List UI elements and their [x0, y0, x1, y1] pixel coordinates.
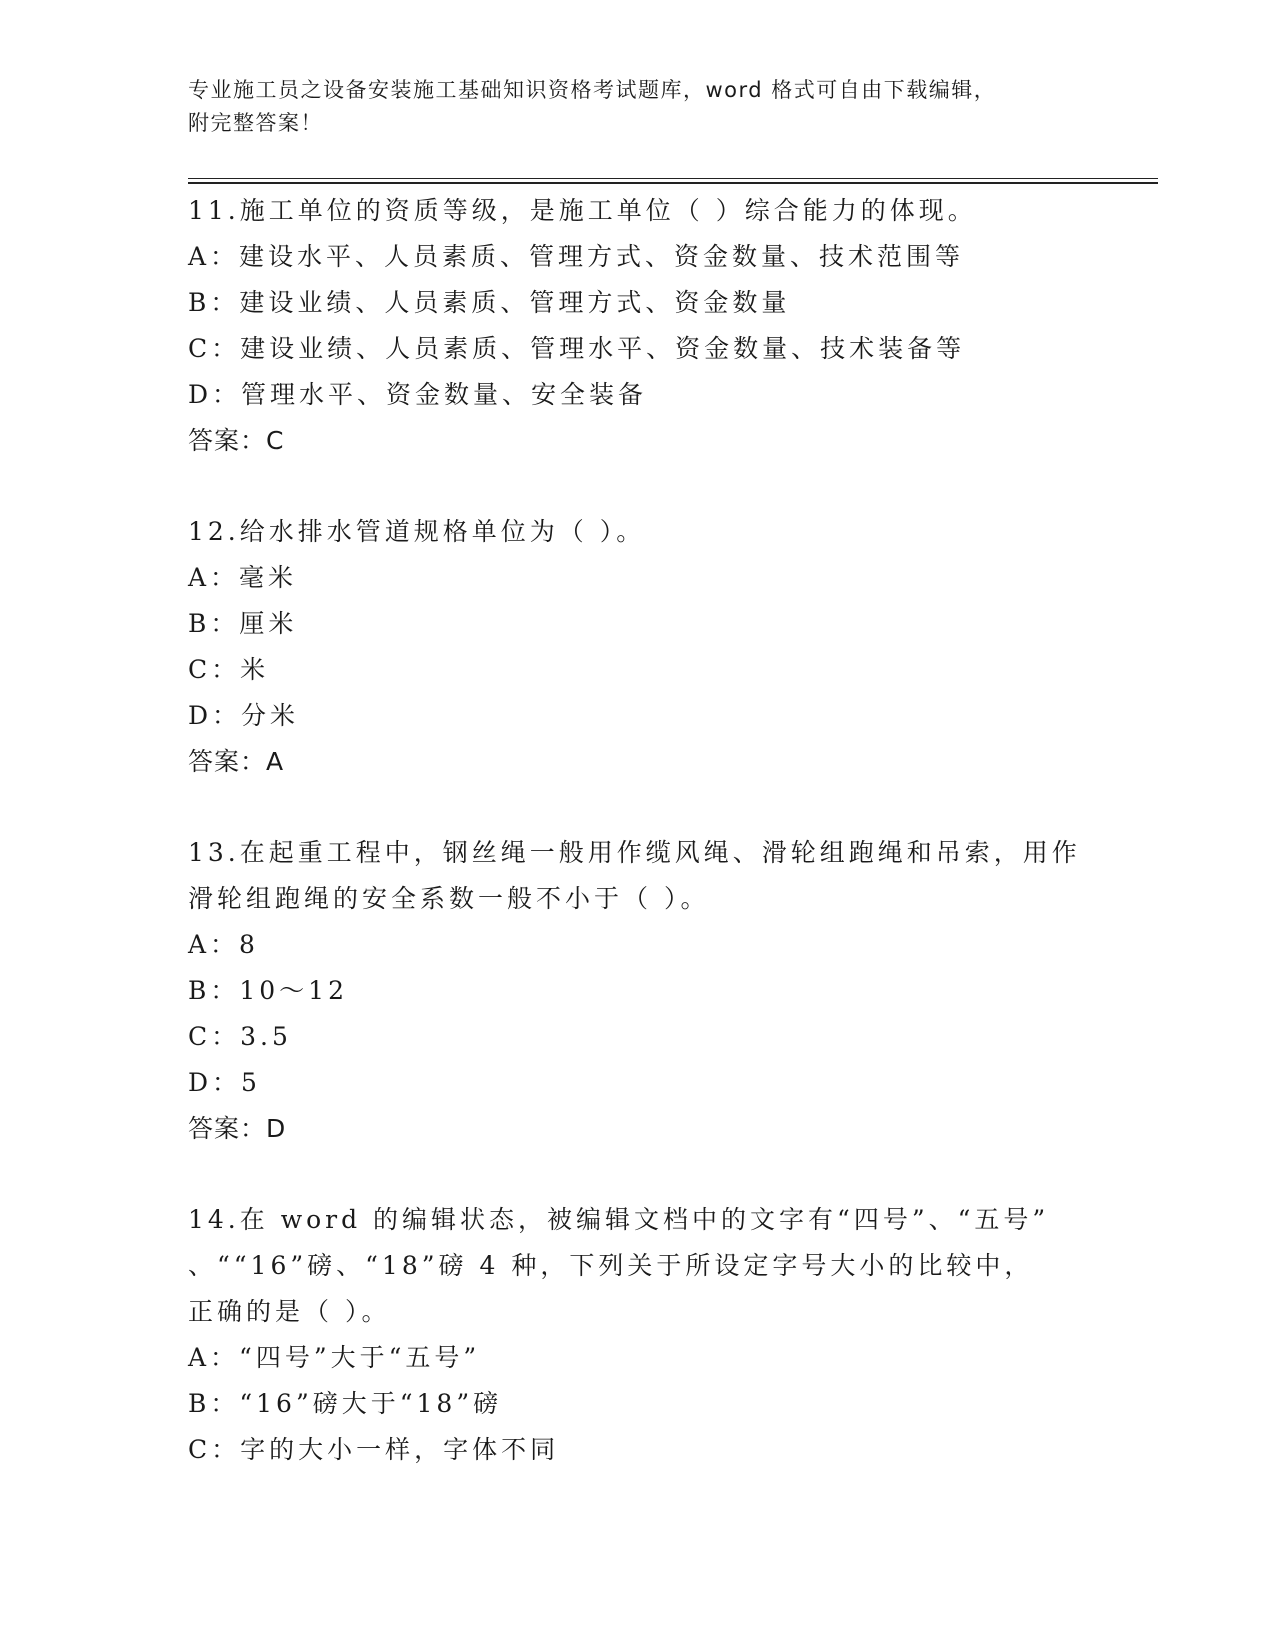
question-13: [188, 830, 1088, 1152]
header-line-2: 附完整答案！: [188, 111, 323, 135]
option-a: A：8: [188, 930, 259, 959]
header-divider-thin: [188, 178, 1158, 179]
option-b: B：厘米: [188, 609, 298, 638]
question-stem-line-2: 、““16”磅、“18”磅 4 种，下列关于所设定字号大小的比较中，: [188, 1251, 1034, 1280]
option-d: D：分米: [188, 701, 300, 730]
option-c: C：米: [188, 655, 270, 684]
answer-label: 答案：A: [188, 747, 285, 776]
option-d: D：管理水平、资金数量、安全装备: [188, 380, 648, 409]
option-b: B：10～12: [188, 976, 348, 1005]
answer-label: 答案：C: [188, 426, 285, 455]
header-line-1: 专业施工员之设备安装施工基础知识资格考试题库，word 格式可自由下载编辑，: [188, 78, 997, 102]
option-c: C：3.5: [188, 1022, 292, 1051]
question-stem-line-1: 14.在 word 的编辑状态，被编辑文档中的文字有“四号”、“五号”: [188, 1205, 1050, 1234]
document-header: [188, 74, 1088, 140]
option-a: A：毫米: [188, 563, 298, 592]
option-b: B：建设业绩、人员素质、管理方式、资金数量: [188, 288, 791, 317]
option-a: A：建设水平、人员素质、管理方式、资金数量、技术范围等: [188, 242, 965, 271]
question-11: [188, 188, 1088, 464]
question-stem: 12.给水排水管道规格单位为（ ）。: [188, 517, 646, 546]
option-c: C：建设业绩、人员素质、管理水平、资金数量、技术装备等: [188, 334, 966, 363]
answer-label: 答案：D: [188, 1114, 287, 1143]
question-14: [188, 1197, 1088, 1473]
header-divider-thick: [188, 182, 1158, 184]
question-12: [188, 509, 1088, 785]
question-stem-line-3: 正确的是（ ）。: [188, 1297, 391, 1326]
question-stem: 11.施工单位的资质等级，是施工单位（ ）综合能力的体现。: [188, 196, 977, 225]
question-stem-line-1: 13.在起重工程中，钢丝绳一般用作缆风绳、滑轮组跑绳和吊索，用作: [188, 838, 1081, 867]
question-list: [188, 188, 1088, 1518]
option-a: A：“四号”大于“五号”: [188, 1343, 481, 1372]
question-stem-line-2: 滑轮组跑绳的安全系数一般不小于（ ）。: [188, 884, 710, 913]
option-c: C：字的大小一样，字体不同: [188, 1435, 560, 1464]
option-d: D：5: [188, 1068, 261, 1097]
option-b: B：“16”磅大于“18”磅: [188, 1389, 503, 1418]
